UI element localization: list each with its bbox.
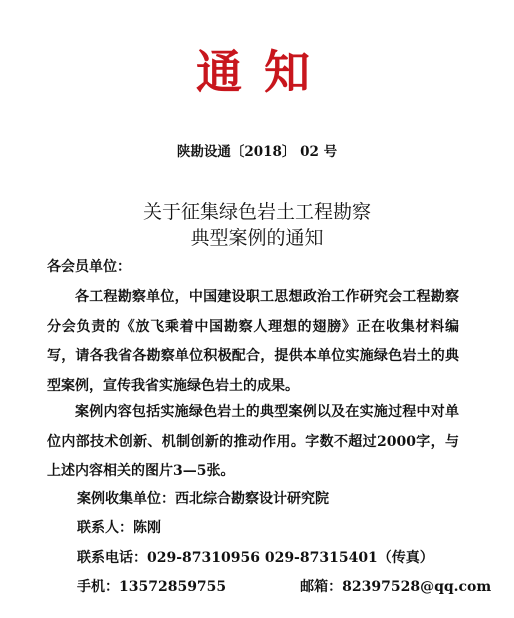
collector-line: 案例收集单位：西北综合勘察设计研究院 — [77, 491, 329, 507]
salutation: 各会员单位： — [47, 259, 131, 275]
mobile-email-line — [77, 578, 491, 596]
notice-title: 通知 — [196, 45, 332, 99]
body-paragraph-1: 各工程勘察单位，中国建设职工思想政治工作研究会工程勘察分会负责的《放飞乘着中国勘察人理想的翅膀》正在收集材料编写，请各我省各勘察单位积极配合，提供本单位实施绿色岩土的典型案例，宣传我省实施绿色岩土的成果。 — [47, 289, 459, 394]
mobile-number: 手机：13572859755 — [77, 579, 227, 595]
contact-person-line: 联系人：陈刚 — [77, 520, 161, 536]
subject-line-2: 典型案例的通知 — [190, 227, 324, 249]
email-address: 邮箱：82397528@qq.com — [300, 579, 492, 595]
subject-line-1: 关于征集绿色岩土工程勘察 — [142, 201, 371, 223]
document-number: 陕勘设通〔2018〕 02 号 — [176, 144, 338, 160]
notice-subject — [0, 199, 514, 251]
contact-phone-line: 联系电话：029-87310956 029-87315401（传真） — [77, 550, 434, 566]
body-paragraph-2: 案例内容包括实施绿色岩土的典型案例以及在实施过程中对单位内部技术创新、机制创新的推动作用。字数不超过2000字，与上述内容相关的图片3—5张。 — [47, 404, 459, 479]
